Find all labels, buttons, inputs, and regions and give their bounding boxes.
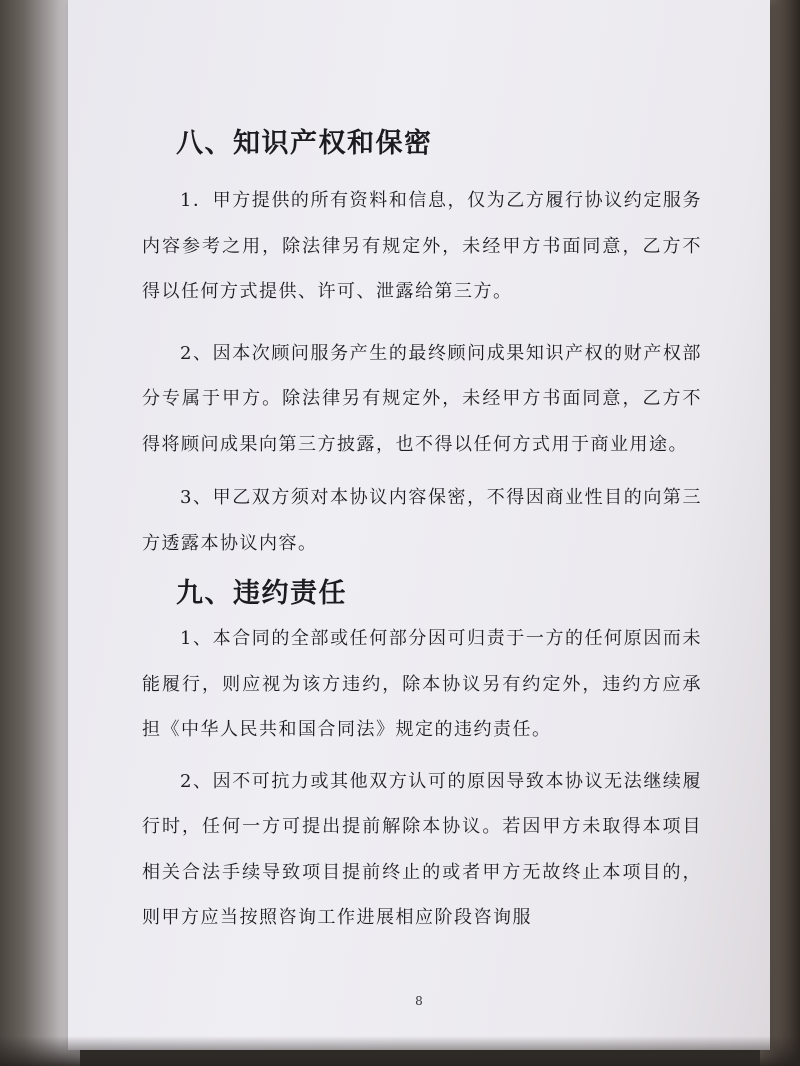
seal-stamp-edge xyxy=(740,699,770,840)
paragraph-8-2: 2、因本次顾问服务产生的最终顾问成果知识产权的财产权部分专属于甲方。除法律另有规定外，未经甲方书面同意，乙方不得将顾问成果向第三方披露，也不得以任何方式用于商业用途。 xyxy=(142,342,702,455)
paragraph-9-1: 1、本合同的全部或任何部分因可归责于一方的任何原因而未能履行，则应视为该方违约，除本协议另有约定外，违约方应承担《中华人民共和国合同法》规定的违约责任。 xyxy=(142,628,702,740)
document-page xyxy=(68,0,770,1050)
page-number: 8 xyxy=(415,994,423,1008)
page-content xyxy=(142,128,702,941)
bottom-shadow xyxy=(0,1036,800,1066)
paragraph-9-2: 2、因不可抗力或其他双方认可的原因导致本协议无法继续履行时，任何一方可提出提前解除本协议。若因甲方未取得本项目相关合法手续导致项目提前终止的或者甲方无故终止本项目的，则甲方应当按照咨询工作进展相应阶段咨询服 xyxy=(142,770,702,928)
section-heading-breach-liability: 九、违约责任 xyxy=(176,578,347,609)
paragraph-8-3: 3、甲乙双方须对本协议内容保密，不得因商业性目的向第三方透露本协议内容。 xyxy=(142,487,702,554)
section-heading-ip-confidentiality: 八、知识产权和保密 xyxy=(176,128,433,159)
paragraph-8-1: 1．甲方提供的所有资料和信息，仅为乙方履行协议约定服务内容参考之用，除法律另有规定外，未经甲方书面同意，乙方不得以任何方式提供、许可、泄露给第三方。 xyxy=(142,190,702,302)
